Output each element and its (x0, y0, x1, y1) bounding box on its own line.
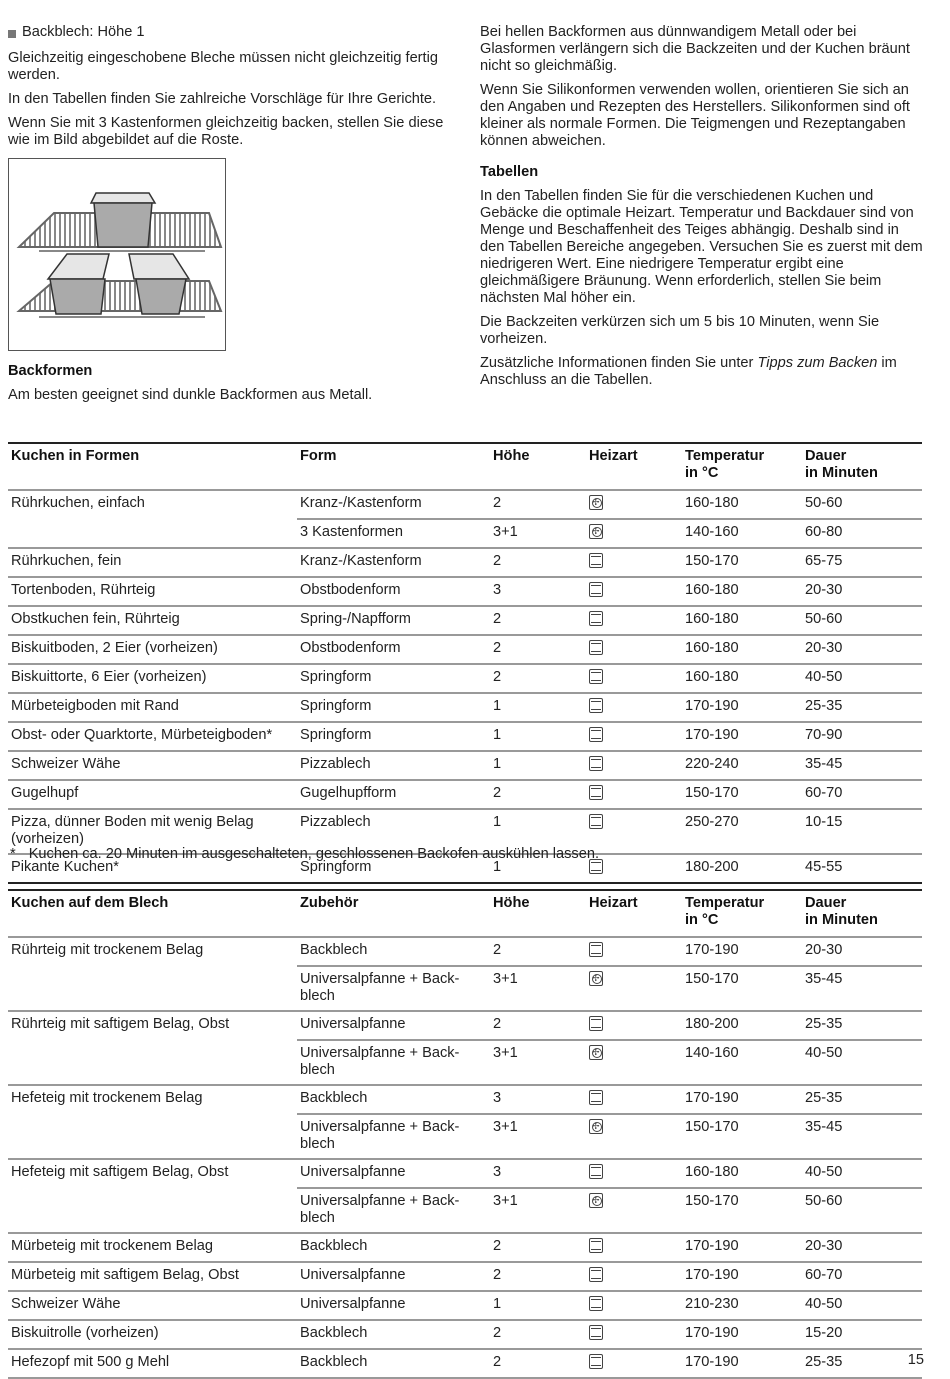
cell-temperatur: 250-270 (682, 809, 802, 854)
top-bottom-heat-icon (589, 582, 603, 597)
fan-heating-icon (589, 524, 603, 539)
cell-hoehe: 2 (490, 1262, 586, 1291)
cell-heizart (586, 1320, 682, 1349)
top-bottom-heat-icon (589, 669, 603, 684)
fan-heating-icon (589, 1193, 603, 1208)
cell-hoehe: 3+1 (490, 1040, 586, 1085)
cell-name (8, 519, 297, 548)
table-row (8, 1262, 922, 1291)
cell-heizart (586, 1085, 682, 1114)
cell-temperatur: 150-170 (682, 1114, 802, 1159)
paragraph: Die Backzeiten verkürzen sich um 5 bis 10 Minuten, wenn Sie vorheizen. (480, 314, 880, 347)
cell-name (8, 1188, 297, 1233)
section-heading-tabellen: Tabellen (480, 164, 539, 180)
cell-name: Schweizer Wähe (8, 1291, 297, 1320)
cell-form: Pizzablech (297, 809, 490, 854)
cell-hoehe: 3+1 (490, 1114, 586, 1159)
cell-form: Springform (297, 854, 490, 883)
cell-hoehe: 2 (490, 1320, 586, 1349)
text-run: Zusätzliche Informationen finden Sie unter (480, 355, 758, 371)
cell-form: 3 Kastenformen (297, 519, 490, 548)
cell-hoehe: 3+1 (490, 1188, 586, 1233)
cell-name: Gugelhupf (8, 780, 297, 809)
table-body (8, 490, 922, 883)
cell-name: Obst- oder Quarktorte, Mürbeteigboden* (8, 722, 297, 751)
cell-dauer: 35-45 (802, 1114, 922, 1159)
cell-dauer: 25-35 (802, 1349, 922, 1378)
paragraph: In den Tabellen finden Sie zahlreiche Vorschläge für Ihre Gerichte. (8, 91, 437, 107)
cell-dauer: 60-80 (802, 519, 922, 548)
cell-form: Backblech (297, 1320, 490, 1349)
cell-name: Hefezopf mit 500 g Mehl (8, 1349, 297, 1378)
header-temperatur (682, 443, 802, 490)
cell-hoehe: 2 (490, 1011, 586, 1040)
table-row (8, 966, 922, 1011)
cell-dauer: 60-70 (802, 1262, 922, 1291)
header-text: Dauer (805, 895, 847, 911)
cell-heizart (586, 937, 682, 966)
cell-heizart (586, 1159, 682, 1188)
cell-hoehe: 3+1 (490, 519, 586, 548)
top-bottom-heat-icon (589, 1090, 603, 1105)
cell-form: Springform (297, 722, 490, 751)
left-column (8, 24, 453, 411)
loaf-pan-top (91, 193, 155, 247)
table-row (8, 1159, 922, 1188)
table-row (8, 751, 922, 780)
cell-heizart (586, 664, 682, 693)
table-row (8, 693, 922, 722)
cell-hoehe: 1 (490, 809, 586, 854)
cell-heizart (586, 1011, 682, 1040)
cell-name: Mürbeteig mit saftigem Belag, Obst (8, 1262, 297, 1291)
table-row (8, 606, 922, 635)
cell-dauer: 20-30 (802, 635, 922, 664)
cell-dauer: 25-35 (802, 1085, 922, 1114)
cross-reference-link: Tipps zum Backen (757, 355, 878, 371)
cell-temperatur: 150-170 (682, 780, 802, 809)
cell-form: Pizzablech (297, 751, 490, 780)
cell-temperatur: 160-180 (682, 664, 802, 693)
top-bottom-heat-icon (589, 756, 603, 771)
cell-hoehe: 2 (490, 937, 586, 966)
paragraph: Am besten geeignet sind dunkle Backformen aus Metall. (8, 387, 373, 403)
cell-name: Obstkuchen fein, Rührteig (8, 606, 297, 635)
cell-form: Backblech (297, 1233, 490, 1262)
header-text: in °C (685, 465, 719, 481)
cell-temperatur: 140-160 (682, 1040, 802, 1085)
cell-hoehe: 2 (490, 548, 586, 577)
cell-dauer: 25-35 (802, 693, 922, 722)
cell-heizart (586, 1262, 682, 1291)
cell-temperatur: 220-240 (682, 751, 802, 780)
section-heading-backformen: Backformen (8, 363, 93, 379)
cell-dauer: 25-35 (802, 1011, 922, 1040)
table-row (8, 1040, 922, 1085)
cell-heizart (586, 966, 682, 1011)
cell-name: Rührteig mit saftigem Belag, Obst (11, 1016, 230, 1032)
cell-form: Springform (297, 664, 490, 693)
cell-temperatur: 170-190 (682, 1349, 802, 1378)
cell-dauer: 50-60 (802, 606, 922, 635)
cell-hoehe: 2 (490, 780, 586, 809)
table-row (8, 1291, 922, 1320)
cell-temperatur: 180-200 (682, 1011, 802, 1040)
cell-hoehe: 3 (490, 1085, 586, 1114)
cell-hoehe: 1 (490, 751, 586, 780)
table-row (8, 1320, 922, 1349)
top-bottom-heat-icon (589, 1016, 603, 1031)
cell-hoehe: 2 (490, 1233, 586, 1262)
bullet-item (8, 24, 453, 41)
header-heizart: Heizart (586, 443, 682, 490)
table-row (8, 664, 922, 693)
footnote-marker: * (10, 846, 16, 862)
cell-heizart (586, 606, 682, 635)
top-bottom-heat-icon (589, 942, 603, 957)
table-header-row (8, 890, 922, 937)
cell-name: Schweizer Wähe (8, 751, 297, 780)
cell-dauer: 70-90 (802, 722, 922, 751)
header-text: in Minuten (805, 465, 878, 481)
cell-name: Tortenboden, Rührteig (8, 577, 297, 606)
cell-dauer: 65-75 (802, 548, 922, 577)
cell-form: Backblech (297, 937, 490, 966)
paragraph: Gleichzeitig eingeschobene Bleche müssen nicht gleichzeitig fertig werden. (8, 50, 438, 83)
cell-form: Universalpfanne (297, 1262, 490, 1291)
header-zubehoer: Zubehör (297, 890, 490, 937)
cell-dauer: 40-50 (802, 664, 922, 693)
table-row (8, 577, 922, 606)
cell-dauer: 20-30 (802, 937, 922, 966)
cell-hoehe: 2 (490, 606, 586, 635)
cell-heizart (586, 1291, 682, 1320)
header-text: Dauer (805, 448, 847, 464)
loaf-pans-illustration (9, 159, 225, 350)
footnote (10, 846, 599, 863)
cell-heizart (586, 809, 682, 854)
fan-heating-icon (589, 495, 603, 510)
cell-form: Obstbodenform (297, 577, 490, 606)
cell-dauer: 40-50 (802, 1159, 922, 1188)
cell-form: Universalpfanne + Back-blech (297, 1188, 490, 1233)
cell-temperatur: 160-180 (682, 606, 802, 635)
right-column (480, 24, 925, 396)
cell-form: Spring-/Napfform (297, 606, 490, 635)
top-bottom-heat-icon (589, 727, 603, 742)
cell-name: Rührkuchen, einfach (11, 495, 145, 511)
cell-dauer: 40-50 (802, 1040, 922, 1085)
cell-form: Universalpfanne + Back-blech (297, 1040, 490, 1085)
table-row (8, 519, 922, 548)
fan-heating-icon (589, 1045, 603, 1060)
cell-form: Gugelhupfform (297, 780, 490, 809)
table-row (8, 722, 922, 751)
top-bottom-heat-icon (589, 1267, 603, 1282)
paragraph (480, 355, 925, 389)
cell-temperatur: 170-190 (682, 693, 802, 722)
table-row (8, 548, 922, 577)
cell-temperatur: 170-190 (682, 1233, 802, 1262)
cell-dauer: 45-55 (802, 854, 922, 883)
cell-form: Universalpfanne (297, 1159, 490, 1188)
paragraph: Bei hellen Backformen aus dünnwandigem Metall oder bei Glasformen verlängern sich die Backzeiten und der Kuchen bräunt nicht so gleichmäßig. (480, 24, 910, 74)
cell-name (8, 966, 297, 1011)
table-row (8, 1233, 922, 1262)
cell-name: Pikante Kuchen* (8, 854, 297, 883)
cell-name: Mürbeteigboden mit Rand (8, 693, 297, 722)
cell-heizart (586, 1040, 682, 1085)
cell-name: Hefeteig mit saftigem Belag, Obst (11, 1164, 229, 1180)
cell-hoehe: 2 (490, 664, 586, 693)
cell-temperatur: 160-180 (682, 1159, 802, 1188)
cell-form: Obstbodenform (297, 635, 490, 664)
cell-dauer: 40-50 (802, 1291, 922, 1320)
table-row (8, 635, 922, 664)
cell-name (8, 1040, 297, 1085)
table-kuchen-in-formen (8, 442, 922, 884)
cell-name: Biskuittorte, 6 Eier (vorheizen) (8, 664, 297, 693)
top-bottom-heat-icon (589, 698, 603, 713)
cell-form: Backblech (297, 1085, 490, 1114)
cell-hoehe: 3 (490, 577, 586, 606)
header-kuchen: Kuchen in Formen (8, 443, 297, 490)
cell-temperatur: 170-190 (682, 722, 802, 751)
table-row (8, 780, 922, 809)
header-text: in °C (685, 912, 719, 928)
header-text: in Minuten (805, 912, 878, 928)
cell-dauer: 20-30 (802, 1233, 922, 1262)
header-kuchen: Kuchen auf dem Blech (8, 890, 297, 937)
cell-form: Springform (297, 693, 490, 722)
lower-rack (19, 281, 221, 317)
cell-temperatur: 170-190 (682, 1262, 802, 1291)
cell-heizart (586, 751, 682, 780)
cell-dauer: 10-15 (802, 809, 922, 854)
cell-hoehe: 1 (490, 693, 586, 722)
cell-temperatur: 170-190 (682, 1320, 802, 1349)
cell-dauer: 35-45 (802, 966, 922, 1011)
table-row (8, 1349, 922, 1378)
cell-form: Kranz-/Kastenform (297, 490, 490, 519)
paragraph: In den Tabellen finden Sie für die verschiedenen Kuchen und Gebäcke die optimale Heizart. Temperatur und Backdauer sind von Menge und Beschaffenheit des Teiges abhängig. Deshalb sind in den Tabellen Bereiche angegeben. Versuchen Sie es zuerst mit dem niedrigeren Wert. Eine niedrigere Temperatur ergibt eine gleichmäßigere Bräunung. Wenn erforderlich, stellen Sie beim nächsten Mal höher ein. (480, 188, 923, 306)
table-body (8, 937, 922, 1378)
cell-name: Hefeteig mit trockenem Belag (11, 1090, 203, 1106)
cell-dauer: 50-60 (802, 1188, 922, 1233)
header-hoehe: Höhe (490, 890, 586, 937)
cell-temperatur: 150-170 (682, 1188, 802, 1233)
cell-temperatur: 160-180 (682, 490, 802, 519)
paragraph: Wenn Sie Silikonformen verwenden wollen, orientieren Sie sich an den Angaben und Rezepten des Herstellers. Silikonformen sind oft kleiner als normale Formen. Die Teigmengen und Rezeptangaben können abweichen. (480, 82, 910, 149)
cell-heizart (586, 490, 682, 519)
cell-temperatur: 170-190 (682, 1085, 802, 1114)
cell-temperatur: 160-180 (682, 635, 802, 664)
cell-temperatur: 170-190 (682, 937, 802, 966)
cell-heizart (586, 780, 682, 809)
table-row (8, 1188, 922, 1233)
cell-temperatur: 210-230 (682, 1291, 802, 1320)
cell-heizart (586, 854, 682, 883)
cell-hoehe: 1 (490, 854, 586, 883)
cell-form: Kranz-/Kastenform (297, 548, 490, 577)
cell-hoehe: 2 (490, 490, 586, 519)
top-bottom-heat-icon (589, 1296, 603, 1311)
table-header-row (8, 443, 922, 490)
paragraph: Wenn Sie mit 3 Kastenformen gleichzeitig backen, stellen Sie diese wie im Bild abgebildet auf die Roste. (8, 115, 444, 148)
cell-temperatur: 180-200 (682, 854, 802, 883)
cell-hoehe: 2 (490, 635, 586, 664)
cell-dauer: 15-20 (802, 1320, 922, 1349)
cell-heizart (586, 1188, 682, 1233)
cell-name: Pizza, dünner Boden mit wenig Belag (vorheizen) (8, 809, 297, 854)
header-form: Form (297, 443, 490, 490)
header-dauer (802, 890, 922, 937)
top-bottom-heat-icon (589, 1325, 603, 1340)
cell-heizart (586, 1233, 682, 1262)
bullet-square-icon (8, 30, 16, 38)
cell-temperatur: 150-170 (682, 966, 802, 1011)
cell-name: Biskuitboden, 2 Eier (vorheizen) (8, 635, 297, 664)
cell-hoehe: 2 (490, 1349, 586, 1378)
header-dauer (802, 443, 922, 490)
cell-hoehe: 3+1 (490, 966, 586, 1011)
cell-heizart (586, 577, 682, 606)
top-bottom-heat-icon (589, 814, 603, 829)
cell-name: Rührteig mit trockenem Belag (11, 942, 204, 958)
table-row (8, 490, 922, 519)
cell-heizart (586, 635, 682, 664)
cell-temperatur: 150-170 (682, 548, 802, 577)
cell-name (8, 1114, 297, 1159)
top-bottom-heat-icon (589, 1164, 603, 1179)
top-bottom-heat-icon (589, 553, 603, 568)
header-text: Temperatur (685, 895, 765, 911)
cell-heizart (586, 548, 682, 577)
cell-heizart (586, 722, 682, 751)
table-row (8, 1114, 922, 1159)
cell-hoehe: 1 (490, 1291, 586, 1320)
top-bottom-heat-icon (589, 611, 603, 626)
cell-form: Universalpfanne (297, 1291, 490, 1320)
cell-heizart (586, 693, 682, 722)
text-run: im Anschluss an die Tabellen. (480, 355, 897, 388)
top-bottom-heat-icon (589, 1238, 603, 1253)
top-bottom-heat-icon (589, 1354, 603, 1369)
cell-dauer: 20-30 (802, 577, 922, 606)
cell-temperatur: 160-180 (682, 577, 802, 606)
top-bottom-heat-icon (589, 640, 603, 655)
header-text: Temperatur (685, 448, 765, 464)
cell-form: Universalpfanne (297, 1011, 490, 1040)
table-row (8, 1011, 922, 1040)
cell-hoehe: 1 (490, 722, 586, 751)
cell-dauer: 50-60 (802, 490, 922, 519)
top-bottom-heat-icon (589, 785, 603, 800)
header-hoehe: Höhe (490, 443, 586, 490)
loaf-pan-lower-left (48, 254, 109, 314)
cell-form: Backblech (297, 1349, 490, 1378)
cell-form: Universalpfanne + Back-blech (297, 966, 490, 1011)
fan-heating-icon (589, 1119, 603, 1134)
table-row (8, 937, 922, 966)
header-heizart: Heizart (586, 890, 682, 937)
cell-hoehe: 3 (490, 1159, 586, 1188)
table-kuchen-auf-dem-blech (8, 889, 922, 1379)
cell-heizart (586, 519, 682, 548)
page-number: 15 (907, 1352, 924, 1368)
cell-name: Mürbeteig mit trockenem Belag (8, 1233, 297, 1262)
loaf-pans-on-racks-figure (8, 158, 226, 351)
cell-name: Rührkuchen, fein (8, 548, 297, 577)
cell-dauer: 35-45 (802, 751, 922, 780)
cell-name: Biskuitrolle (vorheizen) (8, 1320, 297, 1349)
table-row (8, 1085, 922, 1114)
cell-heizart (586, 1349, 682, 1378)
cell-heizart (586, 1114, 682, 1159)
header-temperatur (682, 890, 802, 937)
cell-temperatur: 140-160 (682, 519, 802, 548)
cell-dauer: 60-70 (802, 780, 922, 809)
fan-heating-icon (589, 971, 603, 986)
footnote-text: Kuchen ca. 20 Minuten im ausgeschalteten, geschlossenen Backofen auskühlen lassen. (28, 846, 600, 862)
bullet-text: Backblech: Höhe 1 (22, 24, 145, 40)
cell-form: Universalpfanne + Back-blech (297, 1114, 490, 1159)
